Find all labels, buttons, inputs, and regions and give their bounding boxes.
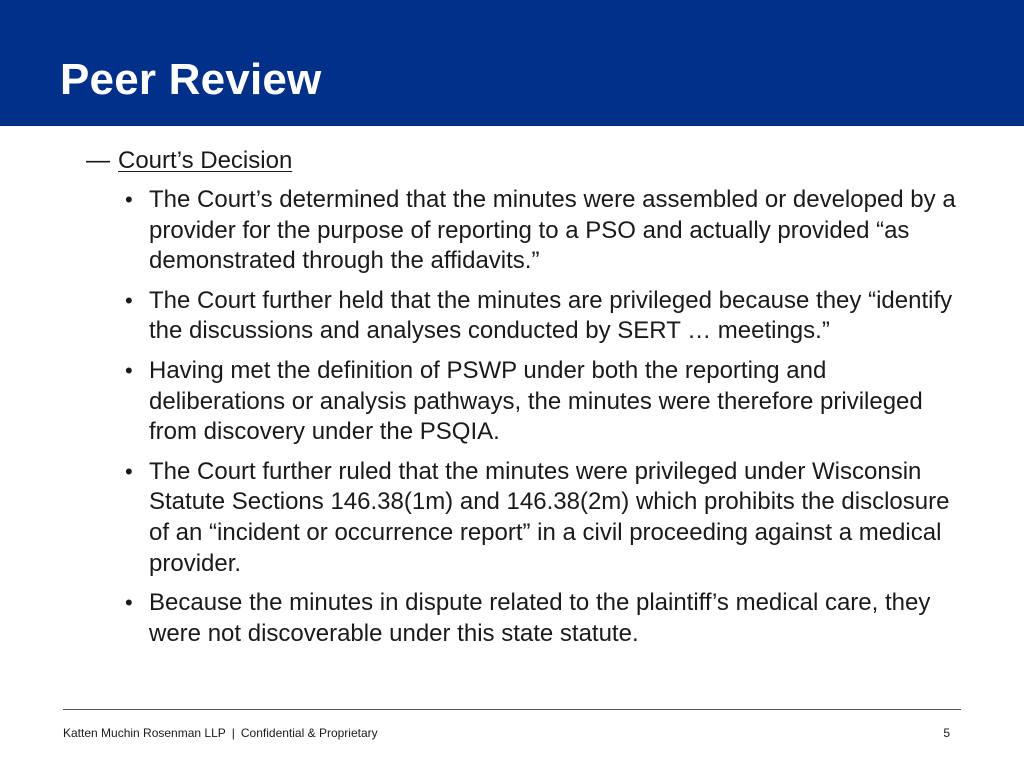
bullet-item xyxy=(86,356,966,448)
bullet-dot-icon: • xyxy=(125,187,133,212)
bullet-item xyxy=(86,588,966,649)
bullet-text: The Court’s determined that the minutes were assembled or developed by a provider for the purpose of reporting to a PSO and actually provided “as demonstrated through the affidavits.” xyxy=(149,186,956,275)
slide-content xyxy=(86,145,966,658)
section-heading xyxy=(86,145,966,176)
bullet-list xyxy=(86,185,966,649)
bullet-item xyxy=(86,286,966,347)
bullet-dot-icon: • xyxy=(125,458,133,484)
footer-text xyxy=(63,726,378,740)
header-band xyxy=(0,0,1024,126)
bullet-text: Having met the definition of PSWP under both the reporting and deliberations or analysis pathways, the minutes were therefore privileged from discovery under the PSQIA. xyxy=(149,356,923,446)
bullet-item xyxy=(86,185,966,277)
section-heading-text: Court’s Decision xyxy=(118,147,293,174)
bullet-text: Because the minutes in dispute related to the plaintiff’s medical care, they were not discoverable under this state statute. xyxy=(149,589,931,647)
page-number: 5 xyxy=(943,726,950,740)
bullet-text: The Court further held that the minutes are privileged because they “identify the discussions and analyses conducted by SERT … meetings.” xyxy=(149,286,953,345)
footer-separator: | xyxy=(231,726,235,740)
footer-label: Confidential & Proprietary xyxy=(240,726,378,740)
bullet-dot-icon: • xyxy=(125,287,133,313)
heading-dash: — xyxy=(86,147,110,174)
bullet-text: The Court further ruled that the minutes were privileged under Wisconsin Statute Sections 146.38(1m) and 146.38(2m) which prohibits the disclosure of an “incident or occurrence report” in a civil proceeding against a medical provider. xyxy=(149,457,950,577)
footer-divider xyxy=(63,709,961,710)
slide-title: Peer Review xyxy=(60,55,322,104)
bullet-dot-icon: • xyxy=(125,357,133,383)
bullet-dot-icon: • xyxy=(125,590,133,616)
footer-firm: Katten Muchin Rosenman LLP xyxy=(63,726,226,740)
bullet-item xyxy=(86,457,966,579)
